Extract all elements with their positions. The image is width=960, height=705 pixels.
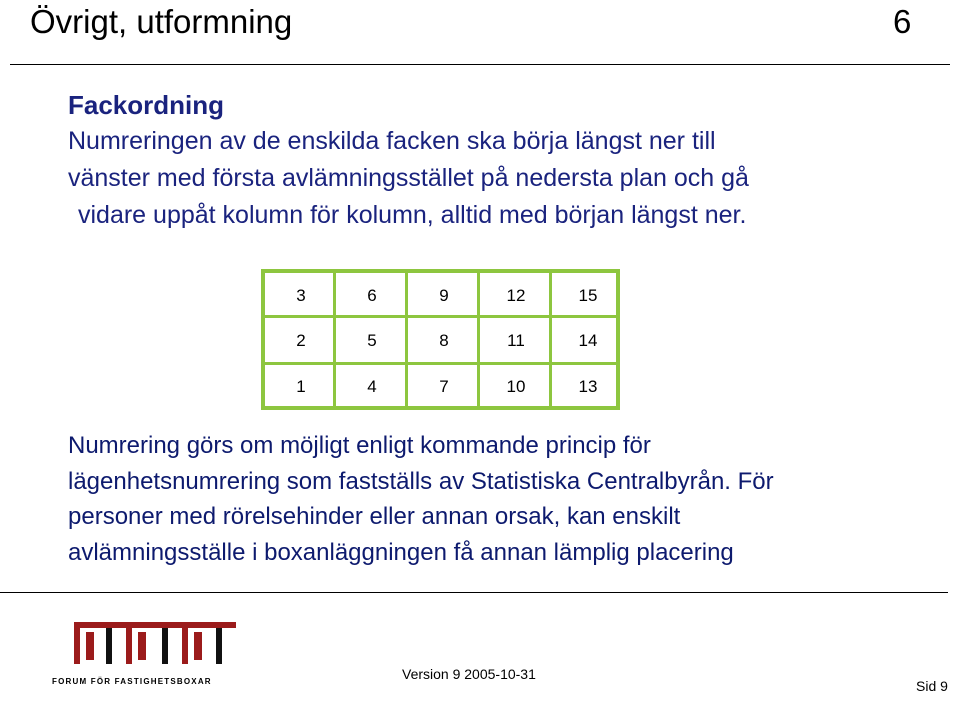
grid-cell: 1 (296, 377, 306, 396)
page-label: Sid 9 (916, 678, 948, 694)
section-heading: Fackordning (68, 90, 225, 120)
grid-cell: 9 (439, 286, 449, 305)
intro-line: vänster med första avlämningsstället på nedersta plan och gå (68, 164, 749, 192)
grid-cell: 2 (296, 331, 306, 350)
footer-divider (0, 592, 948, 593)
note-line: Numrering görs om möjligt enligt kommande princip för (68, 432, 651, 459)
note-line: lägenhetsnumrering som fastställs av Statistiska Centralbyrån. För (68, 467, 774, 495)
note-paragraph (68, 428, 774, 570)
note-line: avlämningsställe i boxanläggningen få annan lämplig placering (68, 538, 734, 566)
slide-title: Övrigt, utformning (30, 3, 293, 40)
logo-pillars (106, 628, 222, 664)
grid-cell: 12 (506, 286, 526, 305)
note-line: personer med rörelsehinder eller annan orsak, kan enskilt (68, 503, 681, 530)
grid-cell: 10 (506, 377, 526, 396)
version-label: Version 9 2005-10-31 (402, 666, 536, 682)
slide-number: 6 (893, 3, 912, 40)
grid-cell: 15 (578, 286, 598, 305)
grid-cell: 6 (367, 286, 377, 305)
grid-cell: 7 (439, 377, 449, 396)
logo-arches (74, 622, 236, 664)
grid-cell: 8 (439, 331, 449, 350)
grid-cell: 5 (367, 331, 377, 350)
grid-cell: 13 (578, 377, 598, 396)
compartment-grid (261, 269, 620, 410)
grid-cell: 11 (507, 331, 525, 350)
intro-line: Numreringen av de enskilda facken ska börja längst ner till (68, 127, 716, 155)
intro-line: vidare uppåt kolumn för kolumn, alltid med början längst ner. (78, 201, 747, 229)
grid-cell: 14 (578, 331, 598, 350)
logo-text: FORUM FÖR FASTIGHETSBOXAR (52, 677, 212, 686)
grid-cell: 3 (296, 286, 306, 305)
grid-cell: 4 (367, 377, 377, 396)
header-divider (10, 64, 950, 65)
intro-paragraph (68, 123, 749, 234)
